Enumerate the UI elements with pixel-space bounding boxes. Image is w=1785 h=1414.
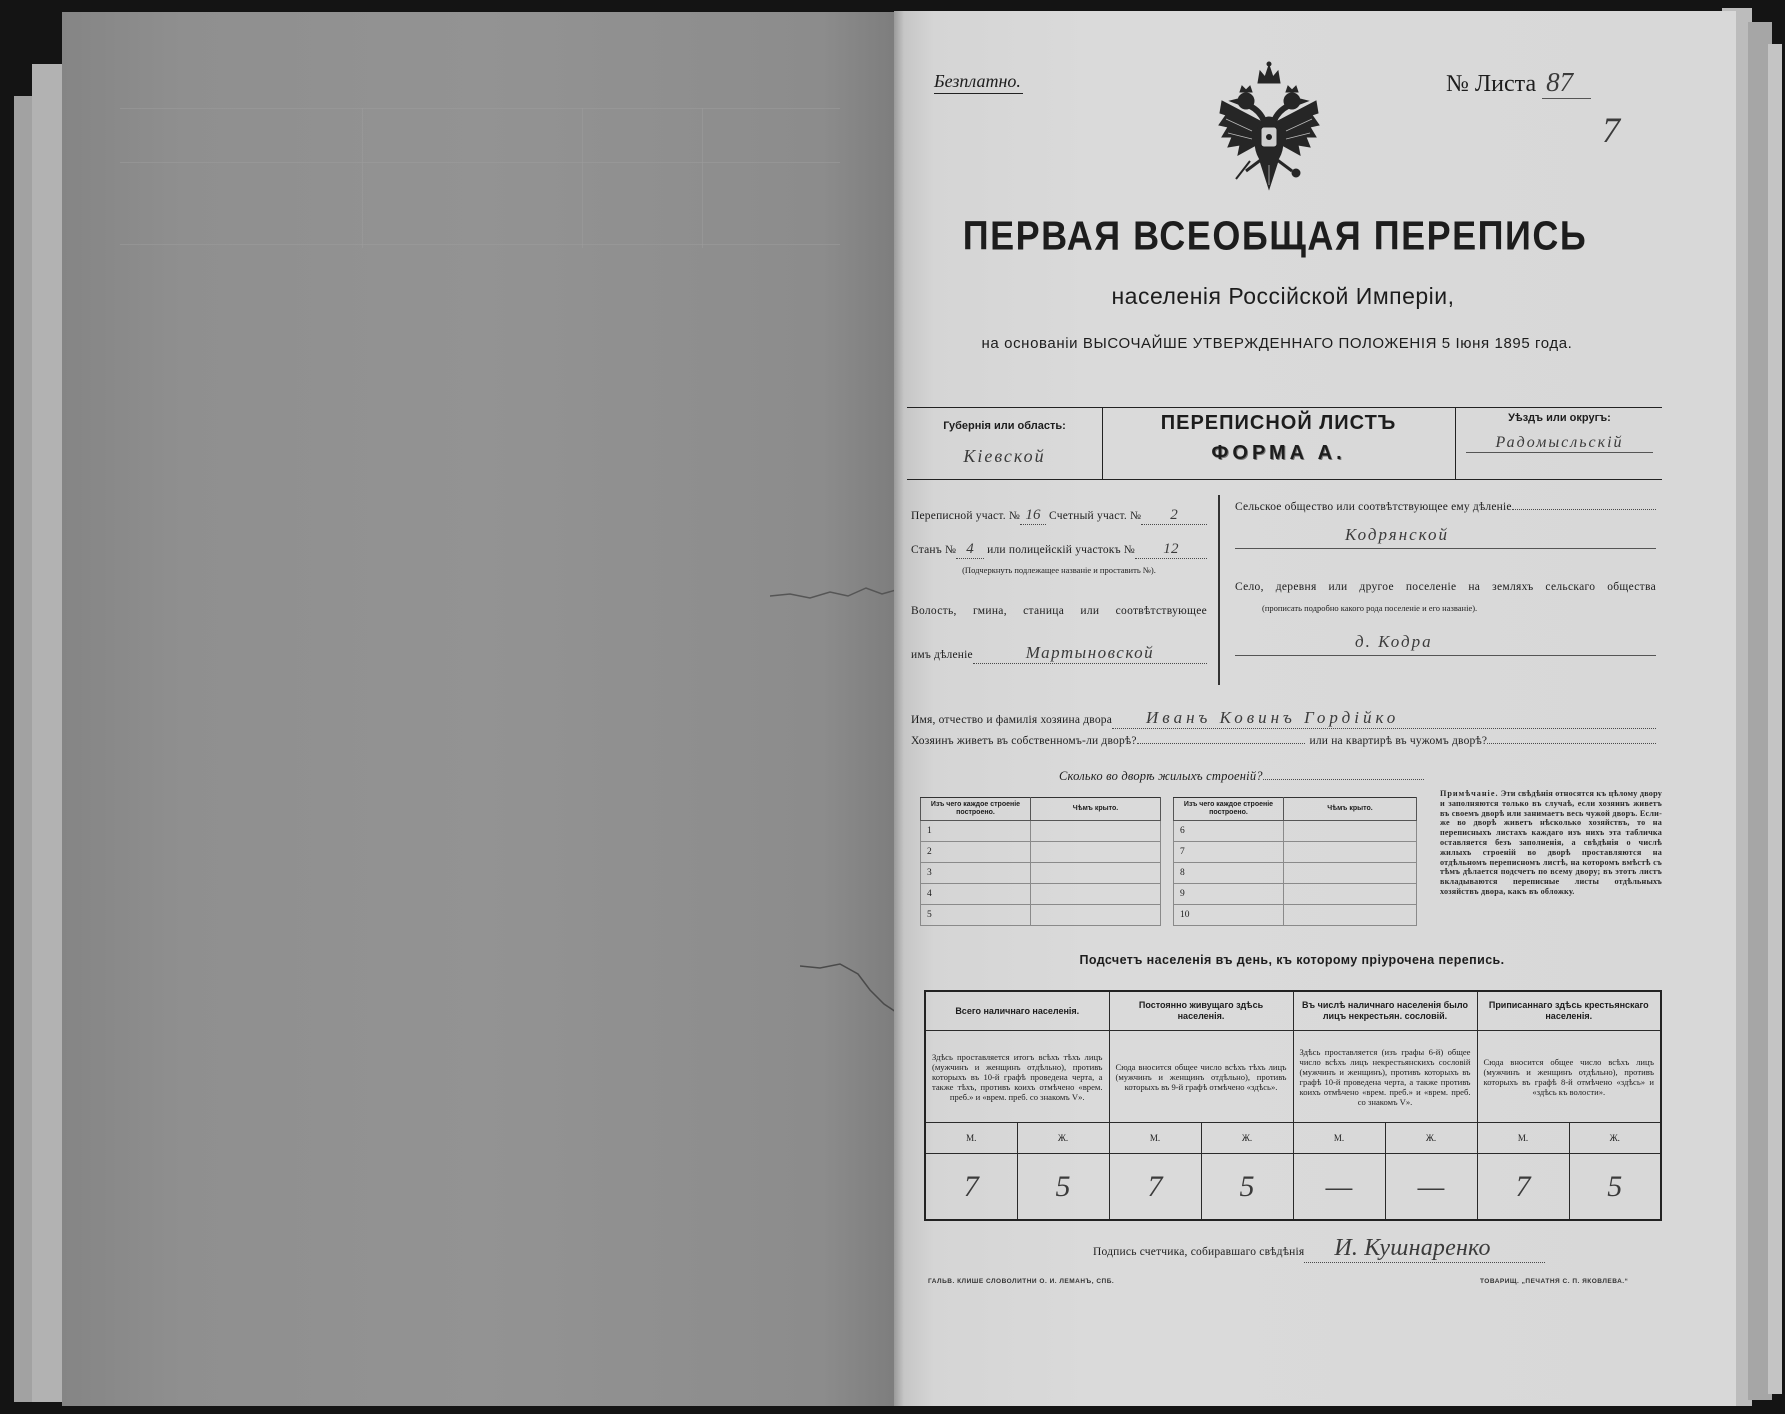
district-box — [1455, 408, 1663, 479]
female-header: Ж. — [1569, 1123, 1661, 1154]
form-title: ПЕРВАЯ ВСЕОБЩАЯ ПЕРЕПИСЬ — [962, 212, 1588, 259]
census-section-label: Переписной участ. № — [911, 510, 1021, 522]
faint-rule — [582, 108, 583, 248]
female-count: 5 — [1201, 1154, 1293, 1221]
roof-header: Чѣмъ крыто. — [1031, 798, 1161, 821]
table-row — [1174, 863, 1417, 884]
owner-label: Имя, отчество и фамилія хозяина двора — [911, 714, 1113, 726]
volost-label: Волость, гмина, станица или соотвѣтствующее — [911, 605, 1207, 617]
sheet-number-sub: 7 — [1602, 110, 1620, 150]
signature-row — [1093, 1235, 1545, 1263]
district-label: Уѣздъ или округъ: — [1508, 412, 1611, 424]
male-header: М. — [1293, 1123, 1385, 1154]
female-count: 5 — [1569, 1154, 1661, 1221]
col-title: Всего наличнаго населенія. — [925, 991, 1109, 1031]
free-label: Безплатно. — [934, 71, 1023, 94]
buildings-question: Сколько во дворѣ жилыхъ строеній? — [1059, 769, 1263, 783]
roof-cell — [1031, 821, 1161, 842]
stan-value: 4 — [956, 541, 984, 559]
male-count: 7 — [1477, 1154, 1569, 1221]
roof-cell — [1031, 842, 1161, 863]
col-title: Въ числѣ наличнаго населенія было лицъ некрестьян. сословій. — [1293, 991, 1477, 1031]
province-label: Губернія или область: — [943, 420, 1066, 432]
counting-section-value: 2 — [1141, 507, 1207, 525]
sheet-number-value: 87 — [1542, 67, 1591, 99]
village-label: Село, деревня или другое поселеніе на земляхъ сельскаго общества — [1235, 581, 1656, 593]
female-header: Ж. — [1385, 1123, 1477, 1154]
table-row — [921, 905, 1161, 926]
volost-value: Мартыновской — [973, 643, 1207, 664]
col-description: Сюда вносится общее число всѣхъ лицъ (мужчинъ и женщинъ отдѣльно), противъ которыхъ въ графѣ 8-й отмѣчено «здѣсь» и «здѣсь къ волости». — [1477, 1031, 1661, 1123]
male-count: — — [1293, 1154, 1385, 1221]
faint-rule — [120, 244, 840, 245]
material-header: Изъ чего каждое строеніе построено. — [921, 798, 1031, 821]
col-description: Сюда вносится общее число всѣхъ тѣхъ лицъ (мужчинъ и женщинъ отдѣльно), противъ которыхъ въ 9-й графѣ отмѣчено «здѣсь». — [1109, 1031, 1293, 1123]
male-header: М. — [925, 1123, 1017, 1154]
tear-mark — [770, 578, 896, 610]
page-edge — [1768, 44, 1782, 1394]
row-number: 3 — [921, 863, 1031, 884]
police-section-label: или полицейскій участокъ № — [987, 544, 1135, 556]
residence-row — [911, 735, 1656, 747]
faint-rule — [120, 108, 840, 109]
table-row — [1174, 821, 1417, 842]
community-row — [1235, 501, 1656, 513]
volost-row — [911, 643, 1207, 664]
table-sex-row — [925, 1123, 1661, 1154]
roof-header: Чѣмъ крыто. — [1284, 798, 1417, 821]
roof-cell — [1031, 884, 1161, 905]
own-yard-label: Хозяинъ живетъ въ собственномъ-ли дворѣ? — [911, 735, 1137, 747]
row-number: 2 — [921, 842, 1031, 863]
col-title: Постоянно живущаго здѣсь населенія. — [1109, 991, 1293, 1031]
sheet-number-label: № Листа — [1446, 71, 1537, 97]
census-sheet-title: ПЕРЕПИСНОЙ ЛИСТЪ — [1160, 412, 1397, 434]
male-count: 7 — [1109, 1154, 1201, 1221]
community-label: Сельское общество или соотвѣтствующее ему дѣленіе — [1235, 501, 1512, 513]
community-value: Кодрянской — [1345, 525, 1449, 544]
double-headed-eagle-icon — [1216, 61, 1322, 195]
note-label: Примѣчаніе. — [1440, 789, 1499, 798]
printer-imprint-left: ГАЛЬВ. КЛИШЕ СЛОВОЛИТНИ О. И. ЛЕМАНЪ, СПБ. — [928, 1278, 1115, 1285]
row-number: 8 — [1174, 863, 1284, 884]
faint-rule — [120, 162, 840, 163]
table-description-row — [925, 1031, 1661, 1123]
volost-label-cont: имъ дѣленіе — [911, 649, 973, 661]
legal-basis: на основаніи ВЫСОЧАЙШЕ УТВЕРЖДЕННАГО ПОЛОЖЕНІЯ 5 Іюня 1895 года. — [981, 335, 1573, 352]
roof-cell — [1284, 863, 1417, 884]
table-row — [921, 884, 1161, 905]
form-name: ФОРМА А. — [1211, 442, 1346, 464]
roof-cell — [1284, 905, 1417, 926]
table-values-row — [925, 1154, 1661, 1221]
police-section-value: 12 — [1135, 541, 1207, 559]
district-value: Радомысльскій — [1466, 434, 1653, 453]
table-row — [1174, 884, 1417, 905]
sheet-number — [1446, 67, 1591, 99]
village-value-line — [1235, 628, 1656, 656]
buildings-question-row — [1059, 769, 1424, 784]
section-row — [911, 507, 1207, 525]
stan-row — [911, 541, 1207, 559]
female-header: Ж. — [1017, 1123, 1109, 1154]
counting-section-label: Счетный участ. № — [1049, 510, 1142, 522]
male-count: 7 — [925, 1154, 1017, 1221]
census-form-page — [894, 11, 1736, 1406]
buildings-table-right — [1173, 797, 1417, 926]
census-section-value: 16 — [1020, 507, 1046, 525]
row-number: 4 — [921, 884, 1031, 905]
population-count-table — [924, 990, 1662, 1221]
roof-cell — [1031, 863, 1161, 884]
crease-mark — [800, 960, 896, 1020]
row-number: 6 — [1174, 821, 1284, 842]
owner-row — [911, 708, 1656, 729]
village-note: (прописать подробно какого рода поселеніе и его названіе). — [1262, 603, 1478, 613]
village-value: д. Кодра — [1355, 632, 1433, 651]
community-value-line — [1235, 521, 1656, 549]
printer-imprint-right: ТОВАРИЩ. „ПЕЧАТНЯ С. П. ЯКОВЛЕВА.“ — [1480, 1278, 1629, 1285]
roof-cell — [1284, 884, 1417, 905]
own-yard-answer — [1137, 743, 1306, 744]
buildings-table-left — [920, 797, 1161, 926]
table-title-row — [925, 991, 1661, 1031]
row-number: 9 — [1174, 884, 1284, 905]
note-text: Эти свѣдѣнія относятся къ цѣлому двору и заполняются только въ случаѣ, если хозяинъ живетъ въ своемъ дворѣ или занимаетъ весь чужой дворъ. Если-же во дворѣ живетъ нѣсколько хозяйствъ, то на переписныхъ листахъ каждаго изъ нихъ эта табличка оставляется безъ заполненія, а свѣдѣнія о числѣ жилыхъ строеній во дворѣ проставляются на отдѣльномъ переписномъ листѣ, на которомъ вмѣстѣ съ тѣмъ дѣлается подсчетъ по всему двору; въ этотъ листъ вкладываются переписные листы отдѣльныхъ хозяйствъ двора, какъ въ обложку. — [1440, 789, 1663, 896]
header-boxes — [907, 407, 1662, 480]
population-count-heading: Подсчетъ населенія въ день, къ которому пріурочена перепись. — [1079, 953, 1505, 967]
province-box — [907, 408, 1103, 479]
form-type-box — [1102, 408, 1455, 479]
rented-answer — [1487, 743, 1656, 744]
male-header: М. — [1477, 1123, 1569, 1154]
column-divider — [1218, 495, 1220, 685]
female-header: Ж. — [1201, 1123, 1293, 1154]
signature-label: Подпись счетчика, собиравшаго свѣдѣнія — [1093, 1246, 1305, 1258]
col-description: Здѣсь проставляется (изъ графы 6-й) общее число всѣхъ лицъ некрестьянскихъ сословій (мужчинъ и женщинъ), противъ которыхъ въ графѣ 10-й проведена черта, а также противъ коихъ отмѣчено «врем. преб.» и «врем. преб. со знакомъ V». — [1293, 1031, 1477, 1123]
roof-cell — [1284, 821, 1417, 842]
table-row — [921, 821, 1161, 842]
col-title: Приписаннаго здѣсь крестьянскаго населенія. — [1477, 991, 1661, 1031]
table-row — [921, 842, 1161, 863]
row-number: 1 — [921, 821, 1031, 842]
province-value: Кіевской — [963, 446, 1046, 466]
row-number: 5 — [921, 905, 1031, 926]
stan-label: Станъ № — [911, 544, 957, 556]
owner-value: Иванъ Ковинъ Гордійко — [1112, 708, 1656, 729]
table-row — [1174, 905, 1417, 926]
buildings-answer — [1263, 779, 1424, 780]
form-subtitle: населенія Россійской Имперіи, — [1111, 283, 1455, 309]
faint-rule — [362, 108, 363, 248]
buildings-note — [1440, 789, 1662, 897]
table-row — [921, 863, 1161, 884]
row-number: 10 — [1174, 905, 1284, 926]
male-header: М. — [1109, 1123, 1201, 1154]
left-page — [62, 12, 902, 1406]
rented-label: или на квартирѣ въ чужомъ дворѣ? — [1309, 735, 1488, 747]
enumerator-signature: И. Кушнаренко — [1304, 1235, 1545, 1263]
material-header: Изъ чего каждое строеніе построено. — [1174, 798, 1284, 821]
female-count: — — [1385, 1154, 1477, 1221]
faint-rule — [702, 108, 703, 248]
female-count: 5 — [1017, 1154, 1109, 1221]
table-header-row — [921, 798, 1161, 821]
community-leader-dots — [1512, 509, 1656, 510]
roof-cell — [1031, 905, 1161, 926]
underline-note: (Подчеркнуть подлежащее названіе и проставить №). — [962, 565, 1156, 575]
row-number: 7 — [1174, 842, 1284, 863]
roof-cell — [1284, 842, 1417, 863]
col-description: Здѣсь проставляется итогъ всѣхъ тѣхъ лицъ (мужчинъ и женщинъ отдѣльно), противъ которыхъ въ 10-й графѣ проведена черта, а также тѣхъ, противъ коихъ отмѣчено «врем. преб.» и «врем. преб. со знакомъ V». — [925, 1031, 1109, 1123]
table-header-row — [1174, 798, 1417, 821]
table-row — [1174, 842, 1417, 863]
